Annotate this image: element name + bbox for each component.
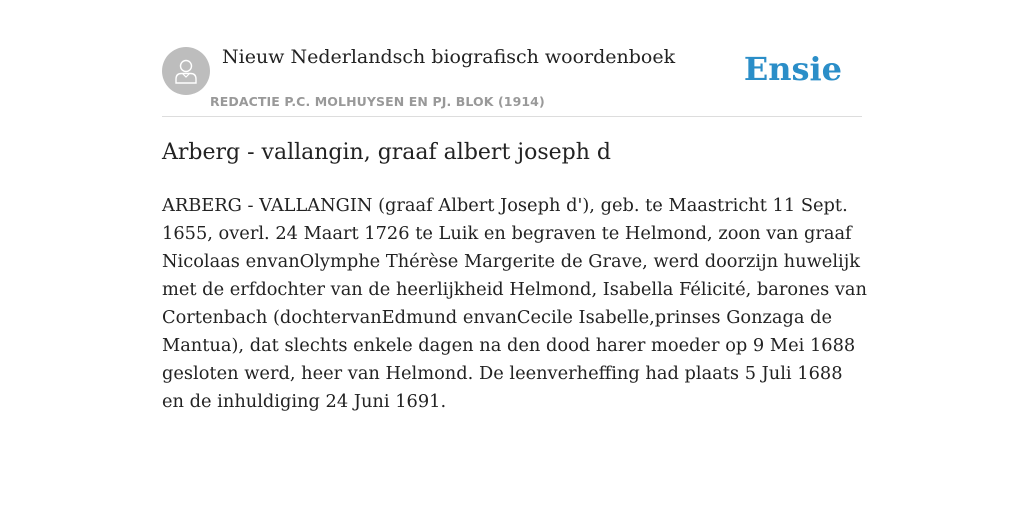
user-icon <box>173 57 199 85</box>
source-editors: REDACTIE P.C. MOLHUYSEN EN PJ. BLOK (1914) <box>210 94 545 109</box>
entry-title: Arberg - vallangin, graaf albert joseph d <box>162 140 611 165</box>
source-title[interactable]: Nieuw Nederlandsch biografisch woordenboek <box>222 46 676 68</box>
entry-body: ARBERG - VALLANGIN (graaf Albert Joseph d'), geb. te Maastricht 11 Sept. 1655, overl. 24 Maart 1726 te Luik en begraven te Helmond, zoon van graaf Nicolaas envanOlymphe Thérèse Margerite de Grave, werd doorzijn huwelijk met de erfdochter van de heerlijkheid Helmond, Isabella Félicité, barones van Cortenbach (dochtervanEdmund envanCecile Isabelle,prinses Gonzaga de Mantua), dat slechts enkele dagen na den dood harer moeder op 9 Mei 1688 gesloten werd, heer van Helmond. De leenverheffing had plaats 5 Juli 1688 en de inhuldiging 24 Juni 1691. <box>162 195 867 412</box>
source-avatar[interactable] <box>162 47 210 95</box>
source-header <box>162 40 862 117</box>
ensie-logo-link[interactable]: Ensie <box>743 50 842 88</box>
